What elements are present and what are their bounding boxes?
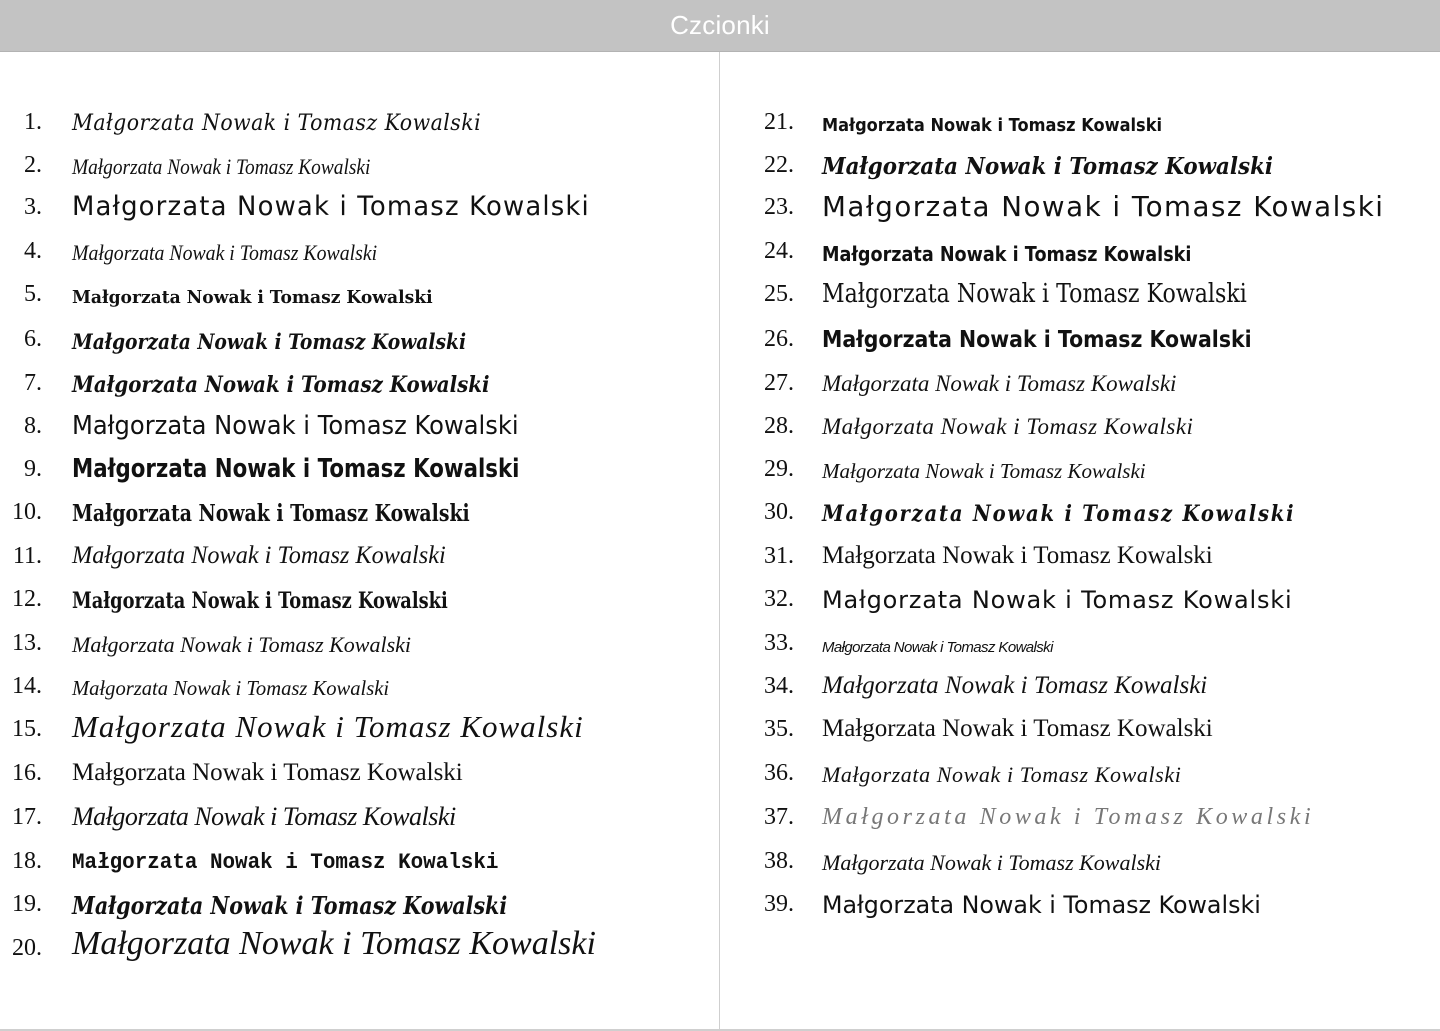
font-sample-text: Małgorzata Nowak i Tomasz Kowalski	[72, 802, 456, 831]
font-sample-text: Małgorzata Nowak i Tomasz Kowalski	[822, 414, 1194, 439]
font-number: 23.	[764, 194, 794, 220]
font-sample-text: Małgorzata Nowak i Tomasz Kowalski	[822, 459, 1146, 483]
font-sample-text: Małgorzata Nowak i Tomasz Kowalski	[822, 762, 1182, 787]
font-number: 31.	[764, 543, 794, 569]
font-sample-text: Małgorzata Nowak i Tomasz Kowalski	[72, 500, 470, 527]
font-number: 39.	[764, 891, 794, 917]
font-row	[0, 324, 1440, 364]
font-number: 25.	[764, 281, 794, 307]
font-number: 29.	[764, 456, 794, 482]
font-number: 30.	[764, 499, 794, 525]
font-sample-text: Małgorzata Nowak i Tomasz Kowalski	[72, 542, 446, 569]
font-row	[0, 671, 1440, 711]
font-row	[0, 802, 1440, 842]
font-number: 13.	[12, 630, 42, 656]
font-number: 36.	[764, 760, 794, 786]
font-number: 2.	[24, 152, 42, 178]
font-number: 6.	[24, 326, 42, 352]
font-number: 26.	[764, 326, 794, 352]
font-row	[0, 628, 1440, 668]
font-sample-text: Małgorzata Nowak i Tomasz Kowalski	[822, 327, 1252, 353]
font-number: 33.	[764, 630, 794, 656]
font-number: 4.	[24, 238, 42, 264]
page-title: Czcionki	[670, 10, 770, 40]
font-sample-text: Małgorzata Nowak i Tomasz Kowalski	[72, 759, 463, 786]
font-sample-text: Małgorzata Nowak i Tomasz Kowalski	[72, 588, 448, 614]
font-sample-text: Małgorzata Nowak i Tomasz Kowalski	[72, 891, 508, 920]
font-sample-text: Małgorzata Nowak i Tomasz Kowalski	[822, 542, 1213, 569]
font-row	[0, 454, 1440, 494]
font-number: 22.	[764, 152, 794, 178]
font-row	[0, 107, 1440, 147]
font-sample-text: Małgorzata Nowak i Tomasz Kowalski	[72, 372, 490, 398]
font-sample-text: Małgorzata Nowak i Tomasz Kowalski	[822, 501, 1296, 527]
font-number: 37.	[764, 804, 794, 830]
font-sample-text: Małgorzata Nowak i Tomasz Kowalski	[72, 111, 482, 136]
font-row	[0, 411, 1440, 451]
font-sample-text: Małgorzata Nowak i Tomasz Kowalski	[72, 676, 390, 700]
font-sample-text: Małgorzata Nowak i Tomasz Kowalski	[822, 804, 1315, 830]
font-number: 27.	[764, 370, 794, 396]
font-sample-text: Małgorzata Nowak i Tomasz Kowalski	[822, 190, 1385, 223]
font-number: 3.	[24, 194, 42, 220]
font-number: 35.	[764, 716, 794, 742]
font-number: 12.	[12, 586, 42, 612]
font-row	[0, 368, 1440, 408]
font-sample-text: Małgorzata Nowak i Tomasz Kowalski	[822, 279, 1247, 309]
font-row	[0, 758, 1440, 798]
font-row	[0, 192, 1440, 232]
font-number: 10.	[12, 499, 42, 525]
font-number: 19.	[12, 891, 42, 917]
font-number: 14.	[12, 673, 42, 699]
font-sample-text: Małgorzata Nowak i Tomasz Kowalski	[822, 715, 1213, 742]
font-number: 24.	[764, 238, 794, 264]
font-number: 21.	[764, 109, 794, 135]
font-sample-text: Małgorzata Nowak i Tomasz Kowalski	[822, 115, 1163, 136]
font-row	[0, 497, 1440, 537]
font-sample-text: Małgorzata Nowak i Tomasz Kowalski	[72, 240, 378, 265]
font-number: 9.	[24, 456, 42, 482]
font-row	[0, 584, 1440, 624]
font-sample-text: Małgorzata Nowak i Tomasz Kowalski	[72, 329, 467, 354]
font-number: 1.	[24, 109, 42, 135]
font-sample-text: Małgorzata Nowak i Tomasz Kowalski	[72, 925, 596, 962]
font-sample-text: Małgorzata Nowak i Tomasz Kowalski	[72, 154, 371, 179]
font-row	[0, 236, 1440, 276]
font-number: 17.	[12, 804, 42, 830]
font-number: 16.	[12, 760, 42, 786]
font-number: 5.	[24, 281, 42, 307]
font-number: 28.	[764, 413, 794, 439]
font-number: 20.	[12, 935, 42, 961]
font-number: 15.	[12, 716, 42, 742]
font-row	[0, 541, 1440, 581]
font-sample-text: Małgorzata Nowak i Tomasz Kowalski	[72, 709, 584, 744]
font-number: 38.	[764, 848, 794, 874]
font-number: 34.	[764, 673, 794, 699]
font-row	[0, 846, 1440, 886]
font-row	[0, 714, 1440, 754]
font-row	[0, 279, 1440, 319]
font-sample-text: Małgorzata Nowak i Tomasz Kowalski	[72, 454, 520, 484]
font-sample-text: Małgorzata Nowak i Tomasz Kowalski	[822, 153, 1274, 180]
font-sample-text: Małgorzata Nowak i Tomasz Kowalski	[72, 191, 590, 222]
font-number: 32.	[764, 586, 794, 612]
font-sample-text: Małgorzata Nowak i Tomasz Kowalski	[822, 242, 1192, 266]
font-row	[0, 150, 1440, 190]
font-sample-text: Małgorzata Nowak i Tomasz Kowalski	[822, 639, 1053, 656]
font-sample-text: Małgorzata Nowak i Tomasz Kowalski	[822, 891, 1261, 919]
font-sample-text: Małgorzata Nowak i Tomasz Kowalski	[72, 632, 412, 657]
font-row	[0, 889, 1440, 929]
font-sample-text: Małgorzata Nowak i Tomasz Kowalski	[72, 411, 519, 441]
font-number: 11.	[12, 543, 42, 569]
font-sample-text: Małgorzata Nowak i Tomasz Kowalski	[72, 287, 433, 308]
font-sample-text: Małgorzata Nowak i Tomasz Kowalski	[822, 672, 1208, 699]
font-sample-text: Małgorzata Nowak i Tomasz Kowalski	[822, 586, 1293, 614]
font-sample-text: Małgorzata Nowak i Tomasz Kowalski	[822, 371, 1177, 396]
font-sample-text: Małgorzata Nowak i Tomasz Kowalski	[822, 850, 1162, 875]
font-row	[0, 925, 1440, 973]
font-number: 18.	[12, 848, 42, 874]
font-sample-text: Małgorzata Nowak i Tomasz Kowalski	[72, 850, 499, 875]
font-number: 8.	[24, 413, 42, 439]
font-number: 7.	[24, 370, 42, 396]
